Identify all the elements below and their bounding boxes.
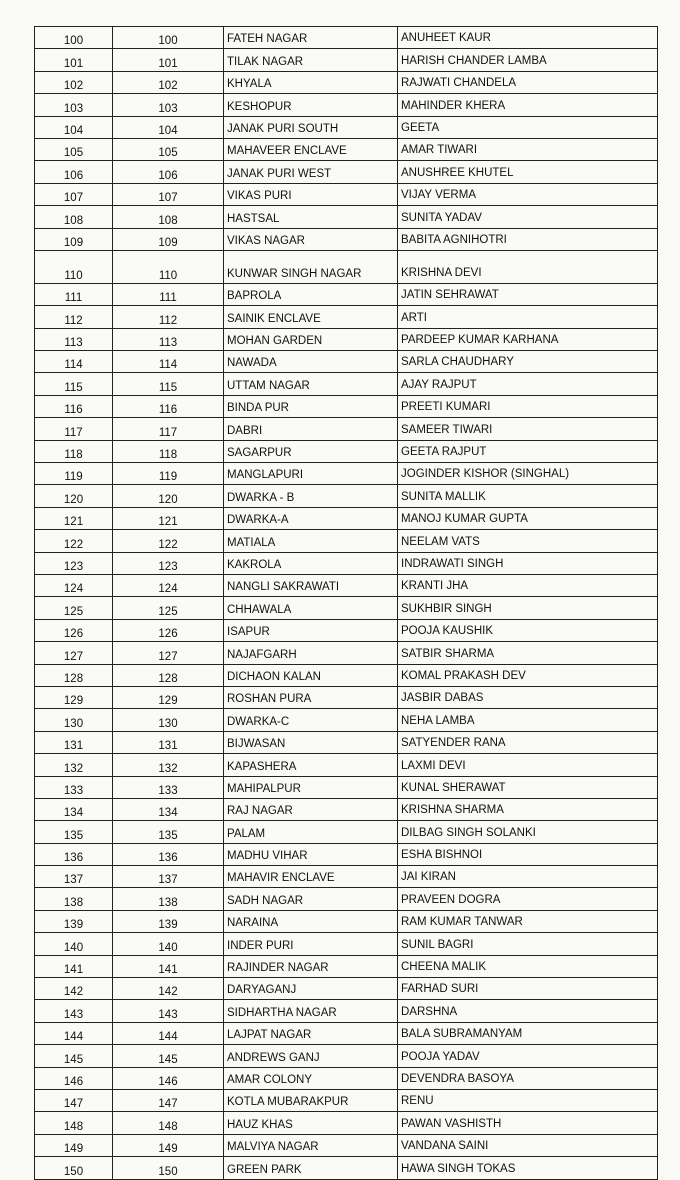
ward-number-cell: 100 bbox=[113, 27, 224, 49]
serial-number-cell: 140 bbox=[35, 933, 113, 955]
ward-number-cell: 135 bbox=[113, 821, 224, 843]
ward-number-cell: 134 bbox=[113, 798, 224, 820]
ward-name-cell: SAINIK ENCLAVE bbox=[224, 306, 398, 328]
ward-name-cell: UTTAM NAGAR bbox=[224, 373, 398, 395]
table-row bbox=[35, 116, 658, 138]
ward-number-cell: 131 bbox=[113, 731, 224, 753]
ward-number-cell: 108 bbox=[113, 206, 224, 228]
councillor-name-cell: SAMEER TIWARI bbox=[398, 418, 658, 440]
ward-number-cell: 133 bbox=[113, 776, 224, 798]
ward-number-cell: 138 bbox=[113, 888, 224, 910]
serial-number-cell: 118 bbox=[35, 440, 113, 462]
serial-number-cell: 122 bbox=[35, 530, 113, 552]
ward-number-cell: 119 bbox=[113, 463, 224, 485]
table-row bbox=[35, 373, 658, 395]
serial-number-cell: 106 bbox=[35, 161, 113, 183]
ward-number-cell: 132 bbox=[113, 754, 224, 776]
councillor-name-cell: MAHINDER KHERA bbox=[398, 94, 658, 116]
ward-number-cell: 125 bbox=[113, 597, 224, 619]
ward-number-cell: 113 bbox=[113, 328, 224, 350]
ward-name-cell: ROSHAN PURA bbox=[224, 686, 398, 708]
councillor-name-cell: MANOJ KUMAR GUPTA bbox=[398, 507, 658, 529]
councillor-name-cell: DARSHNA bbox=[398, 1000, 658, 1022]
ward-name-cell: BIJWASAN bbox=[224, 731, 398, 753]
serial-number-cell: 134 bbox=[35, 798, 113, 820]
table-row bbox=[35, 228, 658, 250]
serial-number-cell: 105 bbox=[35, 138, 113, 160]
serial-number-cell: 132 bbox=[35, 754, 113, 776]
ward-name-cell: MAHAVIR ENCLAVE bbox=[224, 866, 398, 888]
councillor-name-cell: KRISHNA SHARMA bbox=[398, 798, 658, 820]
councillor-name-cell: ARTI bbox=[398, 306, 658, 328]
ward-name-cell: KOTLA MUBARAKPUR bbox=[224, 1089, 398, 1111]
serial-number-cell: 148 bbox=[35, 1112, 113, 1134]
ward-name-cell: FATEH NAGAR bbox=[224, 27, 398, 49]
ward-number-cell: 107 bbox=[113, 183, 224, 205]
councillor-name-cell: BALA SUBRAMANYAM bbox=[398, 1022, 658, 1044]
table-row bbox=[35, 1112, 658, 1134]
ward-number-cell: 114 bbox=[113, 351, 224, 373]
ward-name-cell: HAUZ KHAS bbox=[224, 1112, 398, 1134]
ward-number-cell: 102 bbox=[113, 71, 224, 93]
serial-number-cell: 102 bbox=[35, 71, 113, 93]
councillor-name-cell: JASBIR DABAS bbox=[398, 686, 658, 708]
table-row bbox=[35, 686, 658, 708]
table-body bbox=[35, 27, 658, 1180]
councillor-name-cell: KRANTI JHA bbox=[398, 574, 658, 596]
ward-number-cell: 124 bbox=[113, 574, 224, 596]
serial-number-cell: 117 bbox=[35, 418, 113, 440]
serial-number-cell: 114 bbox=[35, 351, 113, 373]
serial-number-cell: 116 bbox=[35, 395, 113, 417]
councillor-name-cell: AJAY RAJPUT bbox=[398, 373, 658, 395]
councillor-name-cell: BABITA AGNIHOTRI bbox=[398, 228, 658, 250]
councillor-name-cell: JAI KIRAN bbox=[398, 866, 658, 888]
ward-name-cell: NANGLI SAKRAWATI bbox=[224, 574, 398, 596]
serial-number-cell: 138 bbox=[35, 888, 113, 910]
councillor-name-cell: LAXMI DEVI bbox=[398, 754, 658, 776]
serial-number-cell: 103 bbox=[35, 94, 113, 116]
serial-number-cell: 111 bbox=[35, 283, 113, 305]
councillor-name-cell: VANDANA SAINI bbox=[398, 1134, 658, 1156]
councillor-name-cell: DILBAG SINGH SOLANKI bbox=[398, 821, 658, 843]
ward-number-cell: 120 bbox=[113, 485, 224, 507]
table-row bbox=[35, 250, 658, 283]
ward-name-cell: RAJ NAGAR bbox=[224, 798, 398, 820]
ward-name-cell: DWARKA-C bbox=[224, 709, 398, 731]
ward-name-cell: NAWADA bbox=[224, 351, 398, 373]
table-row bbox=[35, 754, 658, 776]
table-row bbox=[35, 418, 658, 440]
ward-number-cell: 122 bbox=[113, 530, 224, 552]
serial-number-cell: 113 bbox=[35, 328, 113, 350]
councillor-name-cell: SATYENDER RANA bbox=[398, 731, 658, 753]
ward-name-cell: INDER PURI bbox=[224, 933, 398, 955]
ward-number-cell: 149 bbox=[113, 1134, 224, 1156]
ward-number-cell: 112 bbox=[113, 306, 224, 328]
ward-name-cell: JANAK PURI SOUTH bbox=[224, 116, 398, 138]
serial-number-cell: 136 bbox=[35, 843, 113, 865]
serial-number-cell: 129 bbox=[35, 686, 113, 708]
councillor-name-cell: VIJAY VERMA bbox=[398, 183, 658, 205]
councillor-name-cell: PAWAN VASHISTH bbox=[398, 1112, 658, 1134]
councillor-name-cell: GEETA bbox=[398, 116, 658, 138]
serial-number-cell: 145 bbox=[35, 1045, 113, 1067]
councillor-name-cell: PARDEEP KUMAR KARHANA bbox=[398, 328, 658, 350]
ward-name-cell: NARAINA bbox=[224, 910, 398, 932]
serial-number-cell: 135 bbox=[35, 821, 113, 843]
serial-number-cell: 125 bbox=[35, 597, 113, 619]
ward-number-cell: 145 bbox=[113, 1045, 224, 1067]
serial-number-cell: 115 bbox=[35, 373, 113, 395]
ward-number-cell: 121 bbox=[113, 507, 224, 529]
councillor-name-cell: AMAR TIWARI bbox=[398, 138, 658, 160]
ward-number-cell: 129 bbox=[113, 686, 224, 708]
ward-name-cell: MAHAVEER ENCLAVE bbox=[224, 138, 398, 160]
councillor-name-cell: ANUHEET KAUR bbox=[398, 27, 658, 49]
ward-name-cell: VIKAS PURI bbox=[224, 183, 398, 205]
ward-name-cell: SIDHARTHA NAGAR bbox=[224, 1000, 398, 1022]
ward-name-cell: VIKAS NAGAR bbox=[224, 228, 398, 250]
table-row bbox=[35, 910, 658, 932]
ward-number-cell: 150 bbox=[113, 1157, 224, 1179]
councillor-name-cell: POOJA YADAV bbox=[398, 1045, 658, 1067]
ward-number-cell: 146 bbox=[113, 1067, 224, 1089]
serial-number-cell: 107 bbox=[35, 183, 113, 205]
serial-number-cell: 109 bbox=[35, 228, 113, 250]
ward-name-cell: DWARKA - B bbox=[224, 485, 398, 507]
councillor-name-cell: HARISH CHANDER LAMBA bbox=[398, 49, 658, 71]
councillor-name-cell: FARHAD SURI bbox=[398, 978, 658, 1000]
table-row bbox=[35, 71, 658, 93]
councillor-name-cell: SUKHBIR SINGH bbox=[398, 597, 658, 619]
table-row bbox=[35, 328, 658, 350]
councillor-name-cell: SARLA CHAUDHARY bbox=[398, 351, 658, 373]
ward-name-cell: KAKROLA bbox=[224, 552, 398, 574]
serial-number-cell: 108 bbox=[35, 206, 113, 228]
table-row bbox=[35, 206, 658, 228]
ward-number-cell: 126 bbox=[113, 619, 224, 641]
councillor-name-cell: POOJA KAUSHIK bbox=[398, 619, 658, 641]
table-row bbox=[35, 821, 658, 843]
serial-number-cell: 128 bbox=[35, 664, 113, 686]
councillor-name-cell: RAM KUMAR TANWAR bbox=[398, 910, 658, 932]
ward-name-cell: ISAPUR bbox=[224, 619, 398, 641]
table-row bbox=[35, 642, 658, 664]
table-row bbox=[35, 1000, 658, 1022]
ward-name-cell: NAJAFGARH bbox=[224, 642, 398, 664]
councillor-name-cell: RAJWATI CHANDELA bbox=[398, 71, 658, 93]
councillor-name-cell: SUNITA MALLIK bbox=[398, 485, 658, 507]
serial-number-cell: 146 bbox=[35, 1067, 113, 1089]
serial-number-cell: 119 bbox=[35, 463, 113, 485]
table-row bbox=[35, 49, 658, 71]
serial-number-cell: 124 bbox=[35, 574, 113, 596]
ward-name-cell: DARYAGANJ bbox=[224, 978, 398, 1000]
serial-number-cell: 112 bbox=[35, 306, 113, 328]
councillor-name-cell: SATBIR SHARMA bbox=[398, 642, 658, 664]
ward-name-cell: MATIALA bbox=[224, 530, 398, 552]
ward-number-cell: 148 bbox=[113, 1112, 224, 1134]
ward-name-cell: BINDA PUR bbox=[224, 395, 398, 417]
serial-number-cell: 130 bbox=[35, 709, 113, 731]
ward-number-cell: 110 bbox=[113, 250, 224, 283]
councillor-name-cell: SUNITA YADAV bbox=[398, 206, 658, 228]
serial-number-cell: 123 bbox=[35, 552, 113, 574]
table-row bbox=[35, 1089, 658, 1111]
table-row bbox=[35, 440, 658, 462]
serial-number-cell: 100 bbox=[35, 27, 113, 49]
ward-name-cell: SADH NAGAR bbox=[224, 888, 398, 910]
ward-name-cell: MALVIYA NAGAR bbox=[224, 1134, 398, 1156]
councillor-name-cell: ANUSHREE KHUTEL bbox=[398, 161, 658, 183]
table-row bbox=[35, 27, 658, 49]
ward-name-cell: BAPROLA bbox=[224, 283, 398, 305]
table-row bbox=[35, 731, 658, 753]
table-row bbox=[35, 552, 658, 574]
ward-name-cell: TILAK NAGAR bbox=[224, 49, 398, 71]
councillor-name-cell: NEELAM VATS bbox=[398, 530, 658, 552]
serial-number-cell: 131 bbox=[35, 731, 113, 753]
serial-number-cell: 147 bbox=[35, 1089, 113, 1111]
ward-name-cell: HASTSAL bbox=[224, 206, 398, 228]
serial-number-cell: 141 bbox=[35, 955, 113, 977]
ward-number-cell: 104 bbox=[113, 116, 224, 138]
table-row bbox=[35, 485, 658, 507]
councillor-name-cell: ESHA BISHNOI bbox=[398, 843, 658, 865]
ward-number-cell: 139 bbox=[113, 910, 224, 932]
ward-number-cell: 130 bbox=[113, 709, 224, 731]
councillor-name-cell: NEHA LAMBA bbox=[398, 709, 658, 731]
ward-number-cell: 116 bbox=[113, 395, 224, 417]
ward-number-cell: 143 bbox=[113, 1000, 224, 1022]
table-row bbox=[35, 138, 658, 160]
serial-number-cell: 104 bbox=[35, 116, 113, 138]
ward-name-cell: GREEN PARK bbox=[224, 1157, 398, 1179]
table-row bbox=[35, 94, 658, 116]
document-sheet bbox=[34, 26, 658, 1180]
table-row bbox=[35, 1045, 658, 1067]
serial-number-cell: 120 bbox=[35, 485, 113, 507]
ward-name-cell: PALAM bbox=[224, 821, 398, 843]
table-row bbox=[35, 283, 658, 305]
table-row bbox=[35, 351, 658, 373]
councillor-name-cell: DEVENDRA BASOYA bbox=[398, 1067, 658, 1089]
councillor-name-cell: JOGINDER KISHOR (SINGHAL) bbox=[398, 463, 658, 485]
ward-number-cell: 106 bbox=[113, 161, 224, 183]
table-row bbox=[35, 798, 658, 820]
ward-number-cell: 115 bbox=[113, 373, 224, 395]
ward-name-cell: JANAK PURI WEST bbox=[224, 161, 398, 183]
serial-number-cell: 144 bbox=[35, 1022, 113, 1044]
ward-number-cell: 118 bbox=[113, 440, 224, 462]
table-row bbox=[35, 955, 658, 977]
ward-number-cell: 117 bbox=[113, 418, 224, 440]
table-row bbox=[35, 395, 658, 417]
table-row bbox=[35, 709, 658, 731]
ward-name-cell: MADHU VIHAR bbox=[224, 843, 398, 865]
ward-name-cell: KAPASHERA bbox=[224, 754, 398, 776]
ward-number-cell: 103 bbox=[113, 94, 224, 116]
ward-number-cell: 128 bbox=[113, 664, 224, 686]
serial-number-cell: 149 bbox=[35, 1134, 113, 1156]
table-row bbox=[35, 619, 658, 641]
ward-number-cell: 127 bbox=[113, 642, 224, 664]
ward-number-cell: 109 bbox=[113, 228, 224, 250]
table-row bbox=[35, 574, 658, 596]
ward-name-cell: DICHAON KALAN bbox=[224, 664, 398, 686]
ward-number-cell: 111 bbox=[113, 283, 224, 305]
councillor-name-cell: INDRAWATI SINGH bbox=[398, 552, 658, 574]
ward-number-cell: 141 bbox=[113, 955, 224, 977]
serial-number-cell: 127 bbox=[35, 642, 113, 664]
ward-name-cell: KUNWAR SINGH NAGAR bbox=[224, 250, 398, 283]
table-row bbox=[35, 1022, 658, 1044]
ward-name-cell: MANGLAPURI bbox=[224, 463, 398, 485]
councillor-name-cell: PRAVEEN DOGRA bbox=[398, 888, 658, 910]
ward-name-cell: KESHOPUR bbox=[224, 94, 398, 116]
table-row bbox=[35, 776, 658, 798]
table-row bbox=[35, 843, 658, 865]
serial-number-cell: 142 bbox=[35, 978, 113, 1000]
ward-name-cell: CHHAWALA bbox=[224, 597, 398, 619]
councillor-name-cell: HAWA SINGH TOKAS bbox=[398, 1157, 658, 1179]
table-row bbox=[35, 933, 658, 955]
table-row bbox=[35, 1157, 658, 1179]
serial-number-cell: 126 bbox=[35, 619, 113, 641]
ward-name-cell: ANDREWS GANJ bbox=[224, 1045, 398, 1067]
serial-number-cell: 150 bbox=[35, 1157, 113, 1179]
councillor-name-cell: SUNIL BAGRI bbox=[398, 933, 658, 955]
councillor-name-cell: KRISHNA DEVI bbox=[398, 250, 658, 283]
councillor-name-cell: CHEENA MALIK bbox=[398, 955, 658, 977]
ward-name-cell: KHYALA bbox=[224, 71, 398, 93]
ward-name-cell: LAJPAT NAGAR bbox=[224, 1022, 398, 1044]
serial-number-cell: 137 bbox=[35, 866, 113, 888]
table-row bbox=[35, 1134, 658, 1156]
table-row bbox=[35, 888, 658, 910]
serial-number-cell: 121 bbox=[35, 507, 113, 529]
table-row bbox=[35, 597, 658, 619]
serial-number-cell: 143 bbox=[35, 1000, 113, 1022]
table-row bbox=[35, 161, 658, 183]
councillor-name-cell: KUNAL SHERAWAT bbox=[398, 776, 658, 798]
serial-number-cell: 139 bbox=[35, 910, 113, 932]
ward-number-cell: 123 bbox=[113, 552, 224, 574]
ward-name-cell: MOHAN GARDEN bbox=[224, 328, 398, 350]
table-row bbox=[35, 463, 658, 485]
table-row bbox=[35, 530, 658, 552]
table-row bbox=[35, 866, 658, 888]
ward-number-cell: 142 bbox=[113, 978, 224, 1000]
table-row bbox=[35, 664, 658, 686]
ward-name-cell: RAJINDER NAGAR bbox=[224, 955, 398, 977]
table-row bbox=[35, 507, 658, 529]
ward-name-cell: SAGARPUR bbox=[224, 440, 398, 462]
ward-number-cell: 144 bbox=[113, 1022, 224, 1044]
table-row bbox=[35, 306, 658, 328]
ward-number-cell: 101 bbox=[113, 49, 224, 71]
ward-number-cell: 140 bbox=[113, 933, 224, 955]
serial-number-cell: 110 bbox=[35, 250, 113, 283]
councillor-name-cell: RENU bbox=[398, 1089, 658, 1111]
ward-name-cell: DWARKA-A bbox=[224, 507, 398, 529]
ward-number-cell: 105 bbox=[113, 138, 224, 160]
ward-number-cell: 136 bbox=[113, 843, 224, 865]
ward-number-cell: 147 bbox=[113, 1089, 224, 1111]
councillor-name-cell: GEETA RAJPUT bbox=[398, 440, 658, 462]
ward-name-cell: AMAR COLONY bbox=[224, 1067, 398, 1089]
ward-number-cell: 137 bbox=[113, 866, 224, 888]
ward-councillor-table bbox=[34, 26, 658, 1180]
table-row bbox=[35, 1067, 658, 1089]
ward-name-cell: MAHIPALPUR bbox=[224, 776, 398, 798]
table-row bbox=[35, 183, 658, 205]
table-row bbox=[35, 978, 658, 1000]
serial-number-cell: 101 bbox=[35, 49, 113, 71]
ward-name-cell: DABRI bbox=[224, 418, 398, 440]
councillor-name-cell: KOMAL PRAKASH DEV bbox=[398, 664, 658, 686]
serial-number-cell: 133 bbox=[35, 776, 113, 798]
councillor-name-cell: PREETI KUMARI bbox=[398, 395, 658, 417]
councillor-name-cell: JATIN SEHRAWAT bbox=[398, 283, 658, 305]
